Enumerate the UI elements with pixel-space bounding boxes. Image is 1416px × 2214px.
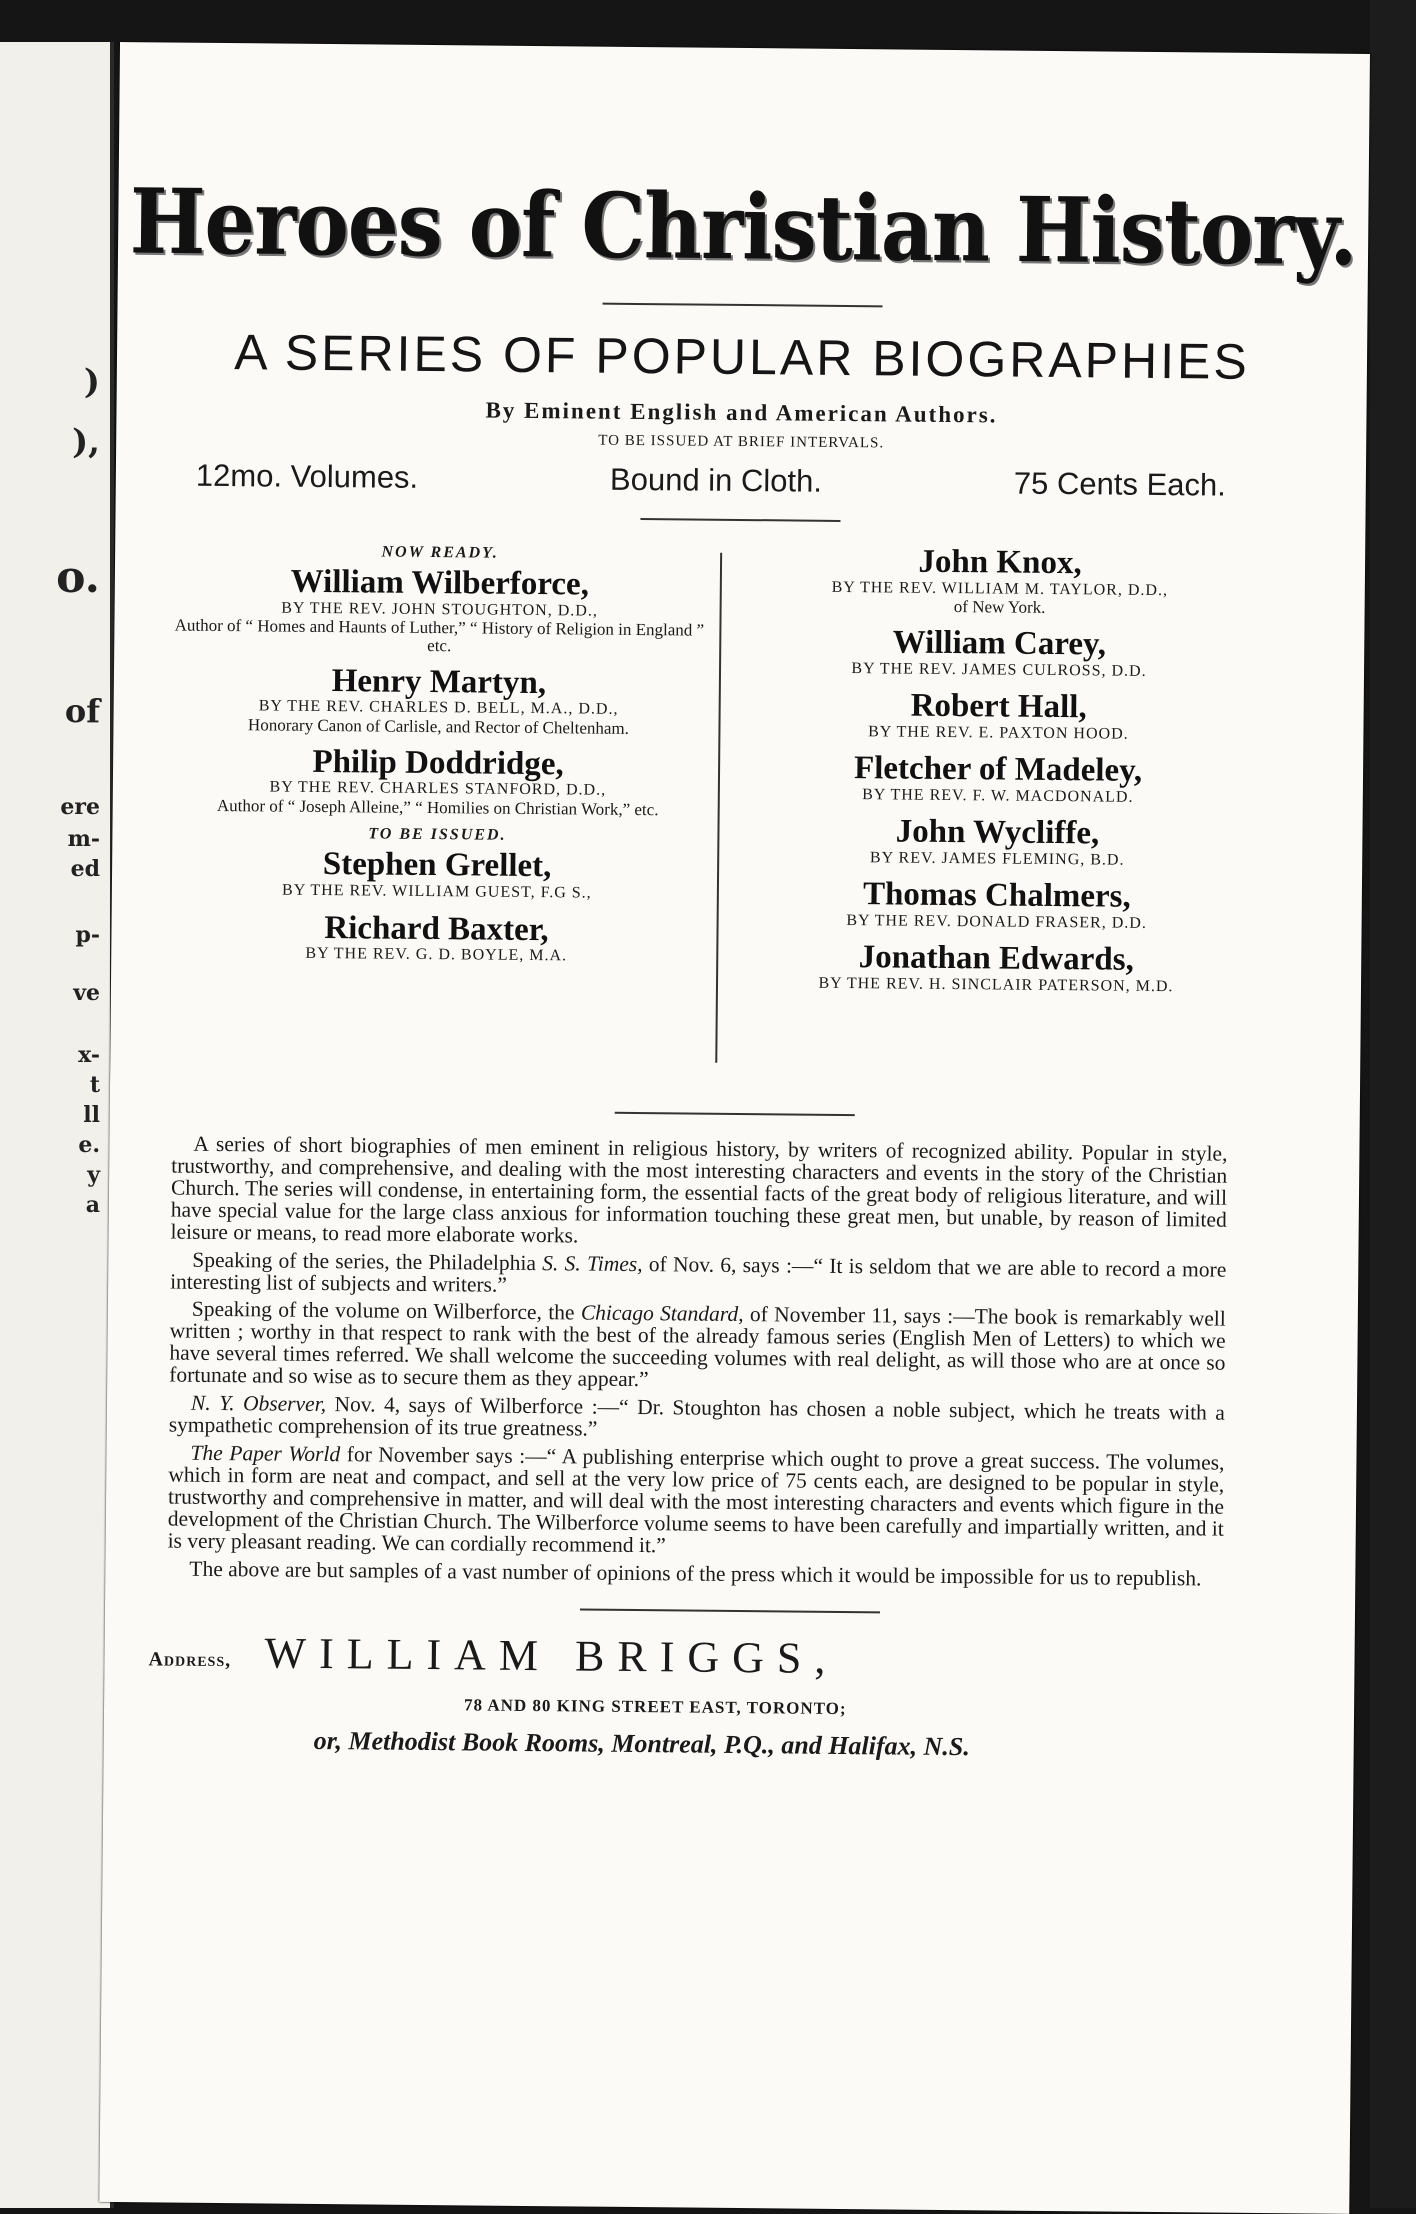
fragment-text: ve (73, 980, 100, 1006)
volume-author: BY THE REV. CHARLES STANFORD, D.D., (269, 778, 607, 799)
right-column (710, 539, 1265, 1094)
review-source: The Paper World (190, 1440, 341, 1467)
fragment-text: t (89, 1072, 100, 1098)
description-text (167, 1131, 1228, 1591)
fragment-text: m- (67, 826, 100, 852)
volume-entry (731, 939, 1261, 997)
volume-entry (735, 543, 1266, 619)
volume-author: BY REV. JAMES FLEMING, B.D. (869, 848, 1125, 869)
volume-author: BY THE REV. CHARLES D. BELL, M.A., D.D., (258, 697, 619, 719)
adjacent-page-fragment (0, 42, 114, 2208)
fragment-text: x- (78, 1042, 100, 1068)
volume-title: John Knox, (918, 543, 1082, 582)
divider-rule (640, 518, 840, 522)
fragment-text: ed (70, 856, 100, 882)
closing-note: The above are but samples of a vast number of opinions of the press which it would be impossible for us to republish. (189, 1556, 1202, 1591)
volume-title: Fletcher of Madeley, (853, 750, 1143, 789)
volume-title: William Carey, (892, 624, 1107, 663)
fragment-text: ) (83, 362, 100, 402)
divider-rule (603, 303, 883, 308)
advertisement-page (99, 42, 1370, 2214)
author-note: Author of “ Homes and Haunts of Luther,” “ History of Religion in England ” etc. (174, 615, 705, 656)
review-text: for November says :—“ A publishing enterprise which ought to prove a great success. The volumes, which in form are neat and compact, and sell at the very low price of 75 cents each, are designed to be popular in style, trustworthy and comprehensive in matter, and will deal with the most interesting characters and events which figure in the development of the Christian Church. The Wilberforce volume seems to have been carefully and impartially written, and it is very pleasant reading. We can cordially recommend it.” (167, 1442, 1225, 1557)
volume-entry (734, 624, 1264, 682)
review-text: Nov. 4, says of Wilberforce :—“ Dr. Stoughton has chosen a noble subject, which he treats with a sympathetic comprehension of its true greatness.” (168, 1392, 1226, 1441)
author-note: Honorary Canon of Carlisle, and Rector of Cheltenham. (247, 715, 630, 738)
street-address: 78 AND 80 KING STREET EAST, TORONTO; (463, 1694, 847, 1718)
author-note: of New York. (953, 597, 1046, 617)
fragment-text: a (85, 1192, 100, 1218)
volume-entry (174, 564, 705, 658)
volume-entry (173, 743, 704, 819)
volume-list (170, 534, 1265, 1094)
fragment-text: o. (56, 552, 100, 603)
review-source: S. S. Times, (542, 1250, 643, 1276)
authors-line: By Eminent English and American Authors. (485, 397, 998, 428)
volume-title: Stephen Grellet, (322, 846, 552, 885)
volume-author: BY THE REV. DONALD FRASER, D.D. (846, 911, 1147, 932)
volume-entry (732, 813, 1262, 871)
volume-author: BY THE REV. F. W. MACDONALD. (862, 785, 1134, 806)
review-source: N. Y. Observer, (190, 1390, 327, 1417)
volume-title: Henry Martyn, (331, 662, 547, 701)
press-review (169, 1299, 1226, 1397)
press-review (168, 1390, 1226, 1447)
scan-background (1370, 0, 1416, 2208)
format-line (196, 458, 1226, 504)
divider-rule (580, 1608, 880, 1613)
publisher-address (103, 1625, 1354, 1777)
fragment-text: y (87, 1162, 100, 1188)
format-price: 75 Cents Each. (1013, 465, 1226, 503)
review-text: of November 11, says :—The book is remarkably well written ; worthy in that respect to rank with the best of the already famous series (English Men of Letters) to which we have several times referred. We shall welcome the succeeding volumes with real delight, as will those who are at once so fortunate and so wise as to secure them as they appear.” (169, 1302, 1226, 1392)
press-review (170, 1249, 1226, 1303)
now-ready-label: NOW READY. (381, 543, 499, 562)
series-heading: A SERIES OF POPULAR BIOGRAPHIES (234, 324, 1251, 390)
volume-title: John Wycliffe, (895, 813, 1100, 852)
volume-entry (172, 846, 702, 904)
volume-title: Thomas Chalmers, (862, 876, 1131, 915)
review-text: Speaking of the series, the Philadelphia (192, 1247, 543, 1275)
volume-author: BY THE REV. WILLIAM GUEST, F.G S., (282, 881, 592, 902)
series-description: A series of short biographies of men eminent in religious history, by writers of recognized ability. Popular in style, trustworthy, and comprehensive, and dealing with the most interesting characters and events in the story of the Christian Church. The series will condense, in entertaining form, the essential facts of the great body of religious literature, and will have special value for the large class anxious for information touching these great men, but unable, by reason of limited leisure or means, to read more elaborate works. (170, 1131, 1228, 1248)
fragment-text: of (64, 692, 100, 730)
volume-entry (733, 687, 1263, 745)
volume-author: BY THE REV. JAMES CULROSS, D.D. (851, 659, 1147, 680)
fragment-text: p- (75, 922, 100, 948)
review-source: Chicago Standard, (580, 1300, 744, 1327)
volume-title: Philip Doddridge, (312, 743, 564, 782)
press-review (167, 1440, 1225, 1563)
left-column (170, 534, 715, 1089)
volume-author: BY THE REV. WILLIAM M. TAYLOR, D.D., (831, 578, 1169, 599)
volume-entry (732, 876, 1262, 934)
page-title: Heroes of Christian History. (129, 168, 1358, 286)
volume-author: BY THE REV. H. SINCLAIR PATERSON, M.D. (818, 974, 1174, 995)
volume-author: BY THE REV. G. D. BOYLE, M.A. (305, 944, 568, 965)
fragment-text: ere (60, 794, 100, 820)
volume-entry (733, 750, 1263, 808)
volume-title: Robert Hall, (910, 687, 1087, 726)
divider-rule (615, 1112, 855, 1116)
volume-entry (173, 662, 704, 738)
fragment-text: ), (72, 422, 100, 462)
volume-title: Jonathan Edwards, (858, 939, 1134, 978)
to-be-issued-label: TO BE ISSUED. (368, 825, 507, 845)
author-note: Author of “ Joseph Alleine,” “ Homilies on Christian Work,” etc. (216, 795, 659, 819)
address-label: Address, (148, 1647, 232, 1671)
volume-author: BY THE REV. E. PAXTON HOOD. (868, 722, 1129, 743)
volume-author: BY THE REV. JOHN STOUGHTON, D.D., (281, 599, 598, 620)
fragment-text: e. (78, 1132, 100, 1158)
review-text: of Nov. 6, says :—“ It is seldom that we are able to record a more interesting list of subjects and writers.” (170, 1251, 1227, 1297)
volume-title: William Wilberforce, (290, 563, 590, 603)
volume-title: Richard Baxter, (324, 909, 549, 948)
publisher-name: WILLIAM BRIGGS, (264, 1627, 839, 1683)
format-binding: Bound in Cloth. (609, 461, 823, 499)
fragment-text: ll (83, 1102, 100, 1128)
format-volumes: 12mo. Volumes. (195, 457, 419, 495)
branch-locations: or, Methodist Book Rooms, Montreal, P.Q., and Halifax, N.S. (313, 1725, 970, 1761)
volume-entry (171, 909, 701, 967)
issue-note: TO BE ISSUED AT BRIEF INTERVALS. (598, 432, 885, 452)
review-text: Speaking of the volume on Wilberforce, the (191, 1297, 582, 1325)
